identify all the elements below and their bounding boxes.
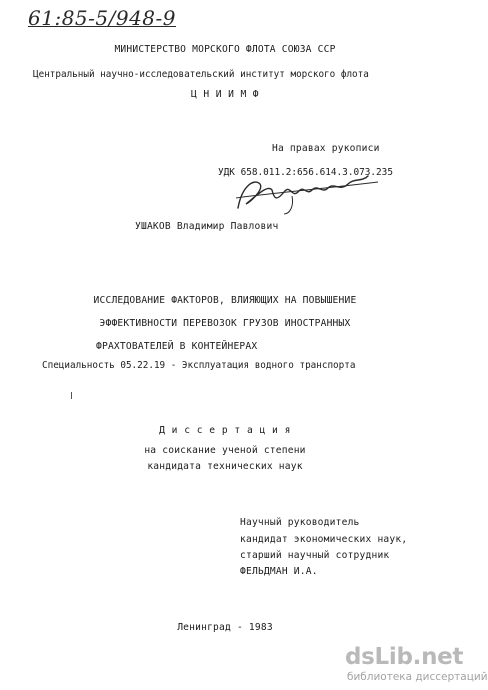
- thesis-title-line-3: ФРАХТОВАТЕЛЕЙ В КОНТЕЙНЕРАХ: [96, 341, 258, 352]
- rights-note: На правах рукописи: [272, 143, 380, 154]
- dissertation-heading: Д и с с е р т а ц и я: [159, 425, 291, 436]
- handwritten-catalog-number: 61:85-5/948-9: [28, 6, 177, 30]
- supervisor-name: ФЕЛЬДМАН И.А.: [240, 566, 318, 577]
- institute-acronym: Ц Н И И М Ф: [191, 89, 259, 100]
- logo-main-text: dsLib.net: [345, 644, 464, 670]
- degree-line-2: кандидата технических наук: [147, 461, 303, 472]
- udk-code: УДК 658.011.2:656.614.3.073.235: [218, 167, 393, 178]
- logo-sub-text: библиотека диссертаций: [347, 671, 488, 683]
- institute-name: Центральный научно-исследовательский институт морского флота: [33, 69, 369, 80]
- thesis-title-line-1: ИССЛЕДОВАНИЕ ФАКТОРОВ, ВЛИЯЮЩИХ НА ПОВЫШЕНИЕ: [93, 295, 357, 306]
- degree-line-1: на соискание ученой степени: [144, 445, 306, 456]
- stray-mark: [71, 392, 72, 399]
- supervisor-degree: кандидат экономических наук,: [240, 534, 408, 545]
- dslib-logo: [345, 644, 488, 684]
- supervisor-role: Научный руководитель: [240, 517, 360, 528]
- place-and-year: Ленинград - 1983: [177, 622, 273, 633]
- thesis-title-line-2: ЭФФЕКТИВНОСТИ ПЕРЕВОЗОК ГРУЗОВ ИНОСТРАННЫХ: [99, 318, 351, 329]
- specialty: Специальность 05.22.19 - Эксплуатация водного транспорта: [42, 360, 356, 371]
- author-name: УШАКОВ Владимир Павлович: [135, 221, 279, 232]
- supervisor-position: старший научный сотрудник: [240, 550, 390, 561]
- signature-icon: [232, 168, 382, 216]
- ministry-name: МИНИСТЕРСТВО МОРСКОГО ФЛОТА СОЮЗА ССР: [114, 44, 336, 55]
